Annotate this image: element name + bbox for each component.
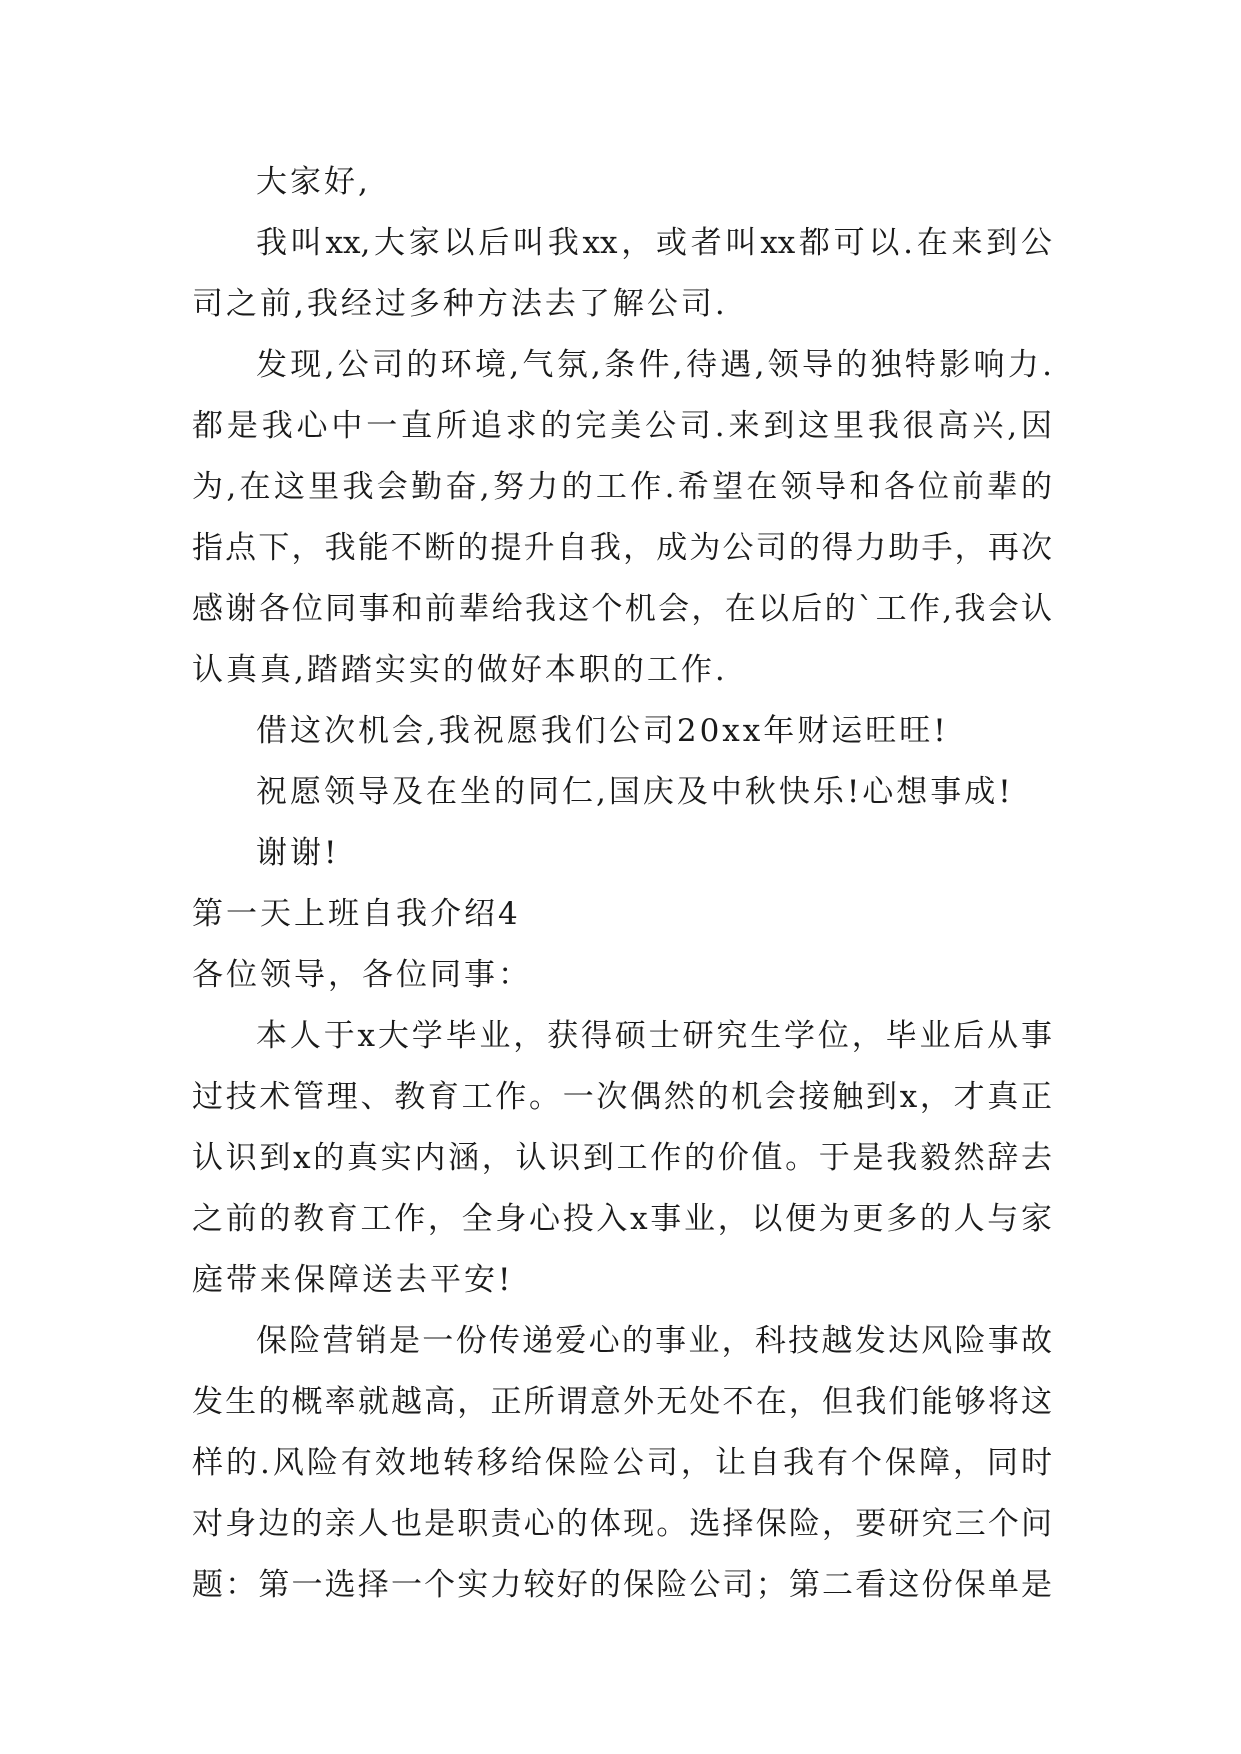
document-page — [192, 152, 1052, 1616]
text-line: 谢谢! — [256, 835, 340, 871]
text-line: 借这次机会,我祝愿我们公司20xx年财运旺旺! — [256, 713, 949, 749]
text-line: 庭带来保障送去平安! — [192, 1262, 514, 1298]
text-line: 发现,公司的环境,气氛,条件,待遇,领导的独特影响力. — [256, 347, 1052, 383]
text-line: 为,在这里我会勤奋,努力的工作.希望在领导和各位前辈的 — [192, 469, 1052, 505]
text-line: 题：第一选择一个实力较好的保险公司；第二看这份保单是 — [192, 1567, 1052, 1603]
text-line: 认识到x的真实内涵，认识到工作的价值。于是我毅然辞去 — [192, 1140, 1052, 1176]
text-line: 样的.风险有效地转移给保险公司，让自我有个保障，同时 — [192, 1445, 1052, 1481]
text-line: 感谢各位同事和前辈给我这个机会，在以后的`工作,我会认 — [192, 591, 1052, 627]
text-line: 之前的教育工作，全身心投入x事业，以便为更多的人与家 — [192, 1201, 1052, 1237]
text-line: 认真真,踏踏实实的做好本职的工作. — [192, 652, 728, 688]
text-line: 本人于x大学毕业，获得硕士研究生学位，毕业后从事 — [256, 1018, 1052, 1054]
text-line: 都是我心中一直所追求的完美公司.来到这里我很高兴,因 — [192, 408, 1052, 444]
text-line: 祝愿领导及在坐的同仁,国庆及中秋快乐!心想事成! — [256, 774, 1014, 810]
text-line: 对身边的亲人也是职责心的体现。选择保险，要研究三个问 — [192, 1506, 1052, 1542]
section-heading: 第一天上班自我介绍4 — [192, 896, 521, 932]
text-line: 发生的概率就越高，正所谓意外无处不在，但我们能够将这 — [192, 1384, 1052, 1420]
salutation: 各位领导，各位同事： — [192, 957, 532, 993]
text-line: 司之前,我经过多种方法去了解公司. — [192, 286, 728, 322]
text-line: 大家好, — [256, 164, 371, 200]
text-line: 过技术管理、教育工作。一次偶然的机会接触到x，才真正 — [192, 1079, 1052, 1115]
text-line: 指点下，我能不断的提升自我，成为公司的得力助手，再次 — [192, 530, 1052, 566]
text-line: 我叫xx,大家以后叫我xx，或者叫xx都可以.在来到公 — [256, 225, 1052, 261]
text-line: 保险营销是一份传递爱心的事业，科技越发达风险事故 — [256, 1323, 1052, 1359]
